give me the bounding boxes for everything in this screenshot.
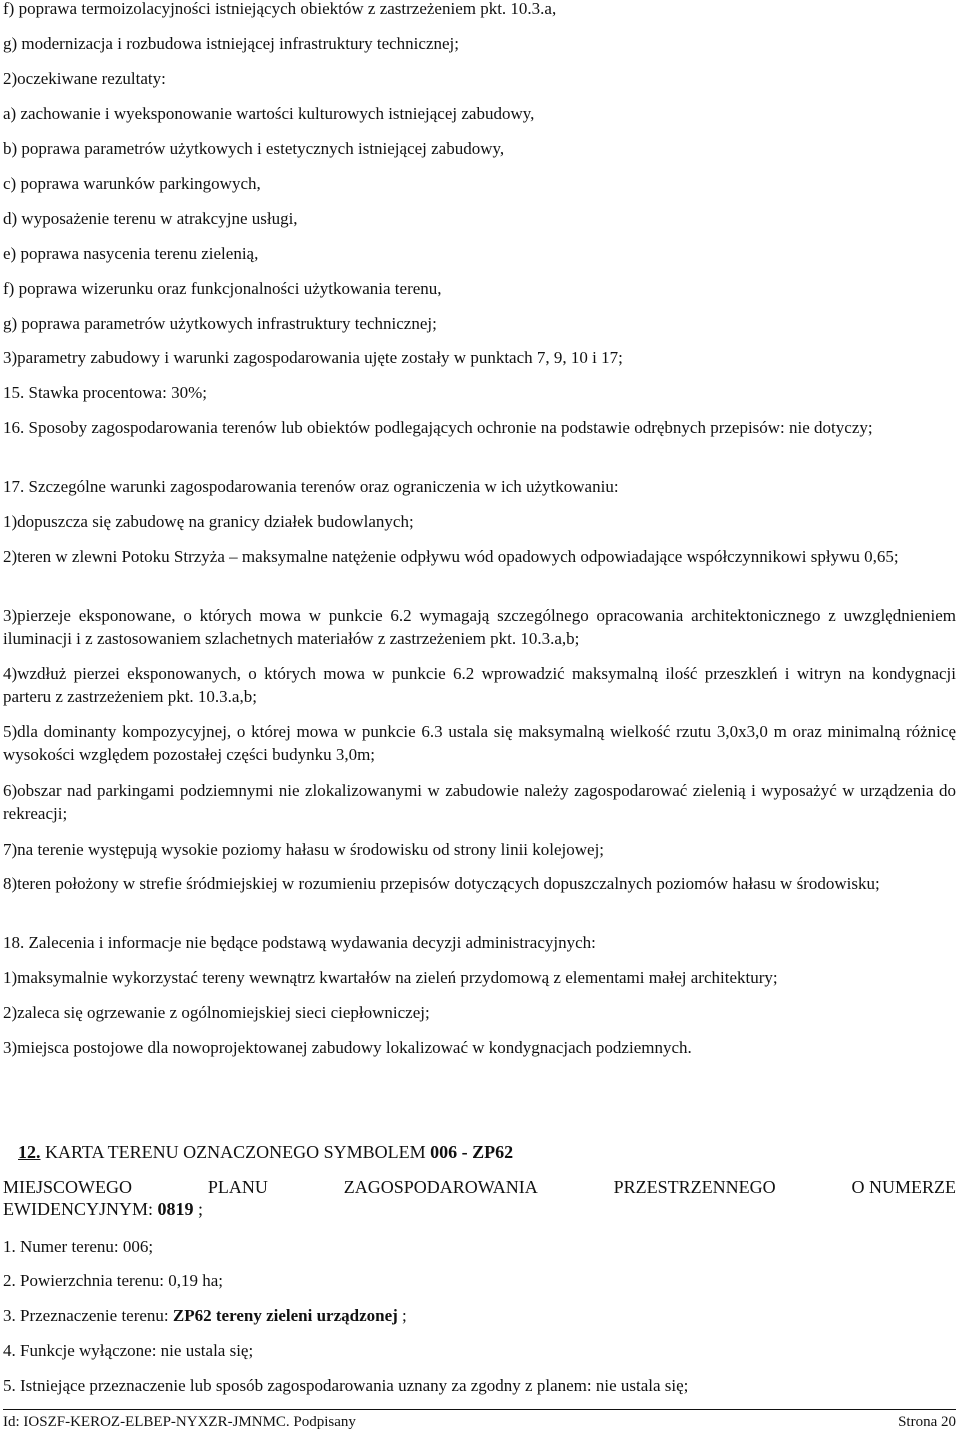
plan-word: O NUMERZE: [851, 1177, 956, 1197]
item-line: [3, 1304, 956, 1327]
plan-word: PLANU: [207, 1177, 268, 1197]
section-title: KARTA TERENU OZNACZONEGO SYMBOLEM: [45, 1142, 426, 1162]
item-line: 2. Powierzchnia terenu: 0,19 ha;: [3, 1271, 223, 1290]
page-footer: [3, 1409, 956, 1432]
item-line: 4. Funkcje wyłączone: nie ustala się;: [3, 1341, 254, 1360]
ewid-number: 0819: [157, 1199, 194, 1219]
plan-title: [3, 1176, 956, 1220]
text-line: f) poprawa termoizolacyjności istniejących obiektów z zastrzeżeniem pkt. 10.3.a,: [3, 0, 557, 18]
text-line: 3)parametry zabudowy i warunki zagospodarowania ujęte zostały w punktach 7, 9, 10 i 17;: [3, 348, 623, 367]
text-line: 3)miejsca postojowe dla nowoprojektowanej zabudowy lokalizować w kondygnacjach podziemnych.: [3, 1038, 692, 1057]
section-number: 12.: [18, 1142, 41, 1162]
page-number: Strona 20: [898, 1414, 956, 1430]
item-suffix: ;: [397, 1306, 407, 1325]
item-label: 3. Przeznaczenie terenu:: [3, 1306, 169, 1325]
text-paragraph: 3)pierzeje eksponowane, o których mowa w punkcie 6.2 wymagają szczególnego opracowania architektonicznego z uwzględnieniem iluminacji i z zastosowaniem szlachetnych materiałów z zastrzeżeniem pkt. 10.3.a,b;: [3, 606, 956, 648]
plan-word: PRZESTRZENNEGO: [613, 1177, 776, 1197]
ewid-suffix: ;: [193, 1199, 204, 1219]
text-line: e) poprawa nasycenia terenu zielenią,: [3, 244, 259, 263]
text-line: 2)zaleca się ogrzewanie z ogólnomiejskiej sieci ciepłowniczej;: [3, 1003, 430, 1022]
text-line: a) zachowanie i wyeksponowanie wartości kulturowych istniejącej zabudowy,: [3, 104, 535, 123]
text-line: 7)na terenie występują wysokie poziomy hałasu w środowisku od strony linii kolejowej;: [3, 840, 605, 859]
text-line: d) wyposażenie terenu w atrakcyjne usługi,: [3, 209, 298, 228]
plan-word: MIEJSCOWEGO: [3, 1177, 132, 1197]
text-paragraph: 2)teren w zlewni Potoku Strzyża – maksymalne natężenie odpływu wód opadowych odpowiadające współczynnikowi spływu 0,65;: [3, 547, 899, 566]
document-id: Id: IOSZF-KEROZ-ELBEP-NYXZR-JMNMC. Podpisany: [3, 1414, 356, 1430]
plan-title-row: [3, 1176, 956, 1198]
text-line: 18. Zalecenia i informacje nie będące podstawą wydawania decyzji administracyjnych:: [3, 933, 596, 952]
section-heading: [18, 1141, 513, 1164]
text-paragraph: 6)obszar nad parkingami podziemnymi nie zlokalizowanymi w zabudowie należy zagospodarować zielenią i wyposażyć w urządzenia do rekreacji;: [3, 781, 956, 823]
item-line: 5. Istniejące przeznaczenie lub sposób zagospodarowania uznany za zgodny z planem: nie ustala się;: [3, 1376, 689, 1395]
text-paragraph: 4)wzdłuż pierzei eksponowanych, o których mowa w punkcie 6.2 wprowadzić maksymalną ilość przeszkleń i witryn na kondygnacji parteru z zastrzeżeniem pkt. 10.3.a,b;: [3, 664, 956, 706]
plan-ewid-row: [3, 1198, 956, 1220]
text-line: 15. Stawka procentowa: 30%;: [3, 383, 207, 402]
text-line: 2)oczekiwane rezultaty:: [3, 69, 166, 88]
text-paragraph: 8)teren położony w strefie śródmiejskiej w rozumieniu przepisów dotyczących dopuszczalnych poziomów hałasu w środowisku;: [3, 874, 880, 893]
text-paragraph: 5)dla dominanty kompozycyjnej, o której mowa w punkcie 6.3 ustala się maksymalną wielkość rzutu 3,0x3,0 m oraz minimalną różnicę wysokości względem pozostałej części budynku 3,0m;: [3, 722, 956, 764]
text-line: g) poprawa parametrów użytkowych infrastruktury technicznej;: [3, 314, 437, 333]
item-line: 1. Numer terenu: 006;: [3, 1237, 154, 1256]
text-line: c) poprawa warunków parkingowych,: [3, 174, 261, 193]
text-line: f) poprawa wizerunku oraz funkcjonalności użytkowania terenu,: [3, 279, 442, 298]
text-line: g) modernizacja i rozbudowa istniejącej infrastruktury technicznej;: [3, 34, 459, 53]
plan-word: ZAGOSPODAROWANIA: [343, 1177, 538, 1197]
item-value: ZP62 tereny zieleni urządzonej: [172, 1306, 398, 1325]
section-symbol: 006 - ZP62: [430, 1142, 514, 1162]
ewid-label: EWIDENCYJNYM:: [3, 1199, 153, 1219]
text-line: b) poprawa parametrów użytkowych i estetycznych istniejącej zabudowy,: [3, 139, 505, 158]
text-line: 1)maksymalnie wykorzystać tereny wewnątrz kwartałów na zieleń przydomową z elementami małej architektury;: [3, 968, 778, 987]
text-line: 1)dopuszcza się zabudowę na granicy działek budowlanych;: [3, 512, 414, 531]
text-paragraph: 16. Sposoby zagospodarowania terenów lub obiektów podlegających ochronie na podstawie odrębnych przepisów: nie dotyczy;: [3, 418, 873, 437]
text-line: 17. Szczególne warunki zagospodarowania terenów oraz ograniczenia w ich użytkowaniu:: [3, 477, 619, 496]
